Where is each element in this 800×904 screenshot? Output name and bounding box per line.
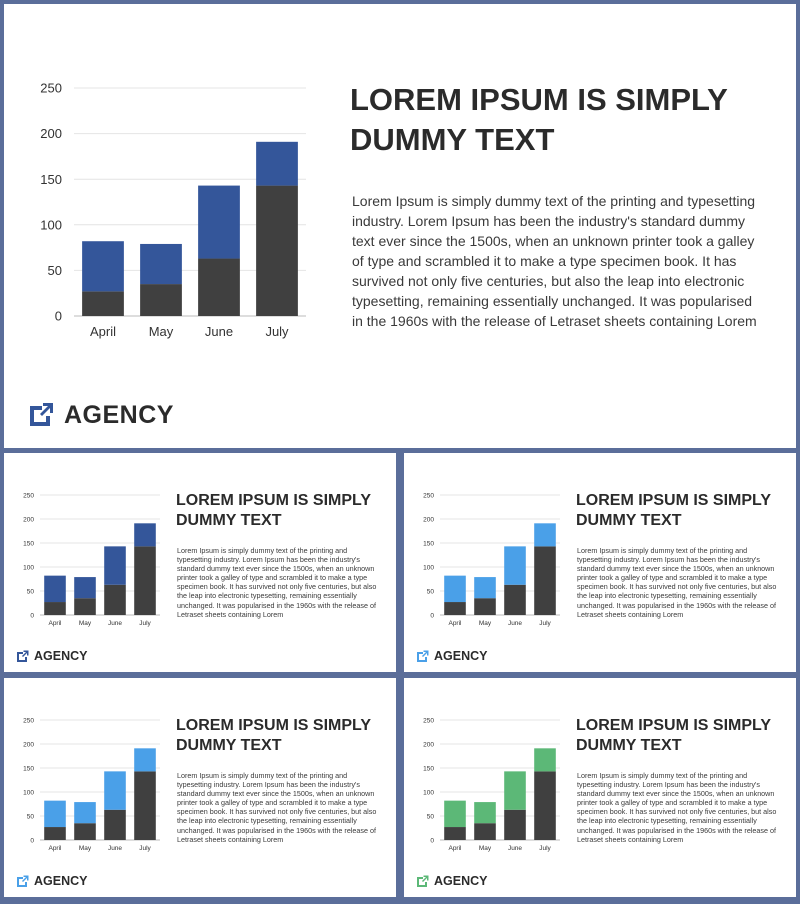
stacked-bar-chart (40, 80, 310, 350)
agency-logo (416, 648, 487, 664)
y-tick-label: 200 (423, 516, 434, 524)
bar-june-series-1 (504, 810, 526, 840)
bar-april-series-2 (444, 576, 466, 602)
slide-title: LOREM IPSUM IS SIMPLY DUMMY TEXT (350, 82, 728, 157)
bar-june-series-2 (504, 771, 526, 809)
stacked-bar-chart (422, 491, 564, 631)
x-tick-label: July (265, 324, 289, 339)
x-tick-label: May (78, 845, 92, 852)
bar-july-series-2 (534, 523, 556, 546)
slide-title: LOREM IPSUM IS SIMPLY DUMMY TEXT (176, 492, 371, 529)
bar-april-series-2 (82, 241, 124, 291)
x-tick-label: July (139, 845, 151, 852)
agency-logo-text: AGENCY (434, 649, 488, 663)
slide-title: LOREM IPSUM IS SIMPLY DUMMY TEXT (576, 717, 771, 754)
y-tick-label: 0 (430, 837, 434, 845)
stacked-bar-chart (22, 716, 164, 856)
bar-june-series-2 (198, 186, 240, 259)
bar-july-series-1 (256, 186, 298, 316)
bar-june-series-1 (198, 259, 240, 316)
x-tick-label: April (448, 620, 462, 627)
x-tick-label: June (107, 620, 123, 627)
bar-july-series-1 (534, 771, 556, 840)
x-tick-label: July (539, 845, 551, 852)
y-tick-label: 100 (40, 217, 62, 233)
agency-logo (28, 400, 174, 430)
bar-may-series-2 (140, 244, 182, 284)
slide-body-text: Lorem Ipsum is simply dummy text of the printing and typesetting industry. Lorem Ipsum has been the industry's standard dummy text ever since the 1500s, when an unknown printer took a galley of type and scrambled it to make a type specimen book. It has survived not only five centuries, but also the leap into electronic typesetting, remaining essentially unchanged. It was popularised in the 1960s with the release of Letraset sheets containing Lorem (352, 193, 757, 329)
x-tick-label: July (139, 620, 151, 627)
y-tick-label: 0 (30, 612, 34, 620)
slide-body-text: Lorem Ipsum is simply dummy text of the printing and typesetting industry. Lorem Ipsum has been the industry's standard dummy text ever since the 1500s, when an unknown printer took a galley of type and scrambled it to make a type specimen book. It has survived not only five centuries, but also the leap into electronic typesetting, remaining essentially unchanged. It was popularised in the 1960s with the release of Letraset sheets containing Lorem (577, 546, 777, 619)
bar-may-series-1 (140, 284, 182, 316)
agency-logo-icon (28, 402, 54, 428)
agency-logo-text: AGENCY (34, 874, 88, 888)
agency-logo-text: AGENCY (64, 400, 174, 429)
agency-logo (16, 648, 87, 664)
x-tick-label: July (539, 620, 551, 627)
slide-body-text: Lorem Ipsum is simply dummy text of the printing and typesetting industry. Lorem Ipsum has been the industry's standard dummy text ever since the 1500s, when an unknown printer took a galley of type and scrambled it to make a type specimen book. It has survived not only five centuries, but also the leap into electronic typesetting, remaining essentially unchanged. It was popularised in the 1960s with the release of Letraset sheets containing Lorem (177, 546, 377, 619)
slide-variant-sky-blue (4, 678, 396, 897)
bar-may-series-1 (474, 598, 496, 615)
bar-july-series-2 (134, 748, 156, 771)
x-tick-label: April (448, 845, 462, 852)
bar-april-series-1 (44, 602, 66, 615)
agency-logo-text: AGENCY (34, 649, 88, 663)
x-tick-label: May (78, 620, 92, 627)
y-tick-label: 150 (40, 171, 62, 187)
bar-april-series-2 (44, 801, 66, 827)
y-tick-label: 250 (423, 492, 434, 500)
y-tick-label: 0 (30, 837, 34, 845)
y-tick-label: 50 (26, 588, 34, 596)
bar-april-series-2 (44, 576, 66, 602)
y-tick-label: 250 (423, 717, 434, 725)
bar-june-series-1 (504, 585, 526, 615)
bar-april-series-1 (444, 602, 466, 615)
slide-variant-dark-blue (4, 453, 396, 672)
bar-june-series-2 (104, 546, 126, 584)
y-tick-label: 0 (430, 612, 434, 620)
agency-logo-text: AGENCY (434, 874, 488, 888)
bar-may-series-2 (474, 577, 496, 598)
agency-logo-icon (16, 650, 29, 663)
y-tick-label: 150 (423, 765, 434, 773)
y-tick-label: 50 (426, 813, 434, 821)
bar-may-series-1 (74, 823, 96, 840)
x-tick-label: April (48, 620, 62, 627)
y-tick-label: 0 (54, 308, 62, 324)
x-tick-label: April (48, 845, 62, 852)
bar-july-series-1 (134, 546, 156, 615)
slide-body-text: Lorem Ipsum is simply dummy text of the printing and typesetting industry. Lorem Ipsum has been the industry's standard dummy text ever since the 1500s, when an unknown printer took a galley of type and scrambled it to make a type specimen book. It has survived not only five centuries, but also the leap into electronic typesetting, remaining essentially unchanged. It was popularised in the 1960s with the release of Letraset sheets containing Lorem (177, 771, 377, 844)
y-tick-label: 250 (23, 492, 34, 500)
y-tick-label: 150 (23, 765, 34, 773)
slide-body-text: Lorem Ipsum is simply dummy text of the printing and typesetting industry. Lorem Ipsum has been the industry's standard dummy text ever since the 1500s, when an unknown printer took a galley of type and scrambled it to make a type specimen book. It has survived not only five centuries, but also the leap into electronic typesetting, remaining essentially unchanged. It was popularised in the 1960s with the release of Letraset sheets containing Lorem (577, 771, 777, 844)
slide-variant-light-blue (404, 453, 796, 672)
slide-title: LOREM IPSUM IS SIMPLY DUMMY TEXT (176, 717, 371, 754)
y-tick-label: 150 (23, 540, 34, 548)
y-tick-label: 100 (423, 789, 434, 797)
x-tick-label: May (148, 324, 174, 339)
bar-july-series-2 (534, 748, 556, 771)
x-tick-label: May (478, 620, 492, 627)
x-tick-label: June (507, 845, 523, 852)
bar-may-series-2 (74, 802, 96, 823)
y-tick-label: 200 (23, 741, 34, 749)
bar-may-series-1 (74, 598, 96, 615)
y-tick-label: 50 (26, 813, 34, 821)
y-tick-label: 100 (23, 789, 34, 797)
slide-title: LOREM IPSUM IS SIMPLY DUMMY TEXT (576, 492, 771, 529)
bar-july-series-2 (134, 523, 156, 546)
agency-logo (416, 873, 487, 889)
stacked-bar-chart (22, 491, 164, 631)
bar-june-series-2 (504, 546, 526, 584)
y-tick-label: 200 (40, 126, 62, 142)
bar-april-series-1 (82, 291, 124, 316)
x-tick-label: May (478, 845, 492, 852)
bar-june-series-1 (104, 585, 126, 615)
bar-may-series-2 (74, 577, 96, 598)
y-tick-label: 50 (426, 588, 434, 596)
bar-may-series-1 (474, 823, 496, 840)
y-tick-label: 200 (23, 516, 34, 524)
y-tick-label: 250 (40, 80, 62, 96)
agency-logo-icon (16, 875, 29, 888)
bar-april-series-1 (44, 827, 66, 840)
x-tick-label: June (107, 845, 123, 852)
agency-logo-icon (416, 650, 429, 663)
bar-may-series-2 (474, 802, 496, 823)
agency-logo-icon (416, 875, 429, 888)
y-tick-label: 150 (423, 540, 434, 548)
x-tick-label: April (89, 324, 117, 339)
bar-june-series-1 (104, 810, 126, 840)
x-tick-label: June (507, 620, 523, 627)
bar-july-series-2 (256, 142, 298, 186)
y-tick-label: 200 (423, 741, 434, 749)
stacked-bar-chart (422, 716, 564, 856)
bar-june-series-2 (104, 771, 126, 809)
agency-logo (16, 873, 87, 889)
bar-july-series-1 (534, 546, 556, 615)
y-tick-label: 50 (47, 262, 62, 278)
bar-april-series-1 (444, 827, 466, 840)
y-tick-label: 250 (23, 717, 34, 725)
bar-april-series-2 (444, 801, 466, 827)
x-tick-label: June (204, 324, 234, 339)
y-tick-label: 100 (23, 564, 34, 572)
slide-main (4, 4, 796, 448)
y-tick-label: 100 (423, 564, 434, 572)
slide-variant-green (404, 678, 796, 897)
bar-july-series-1 (134, 771, 156, 840)
